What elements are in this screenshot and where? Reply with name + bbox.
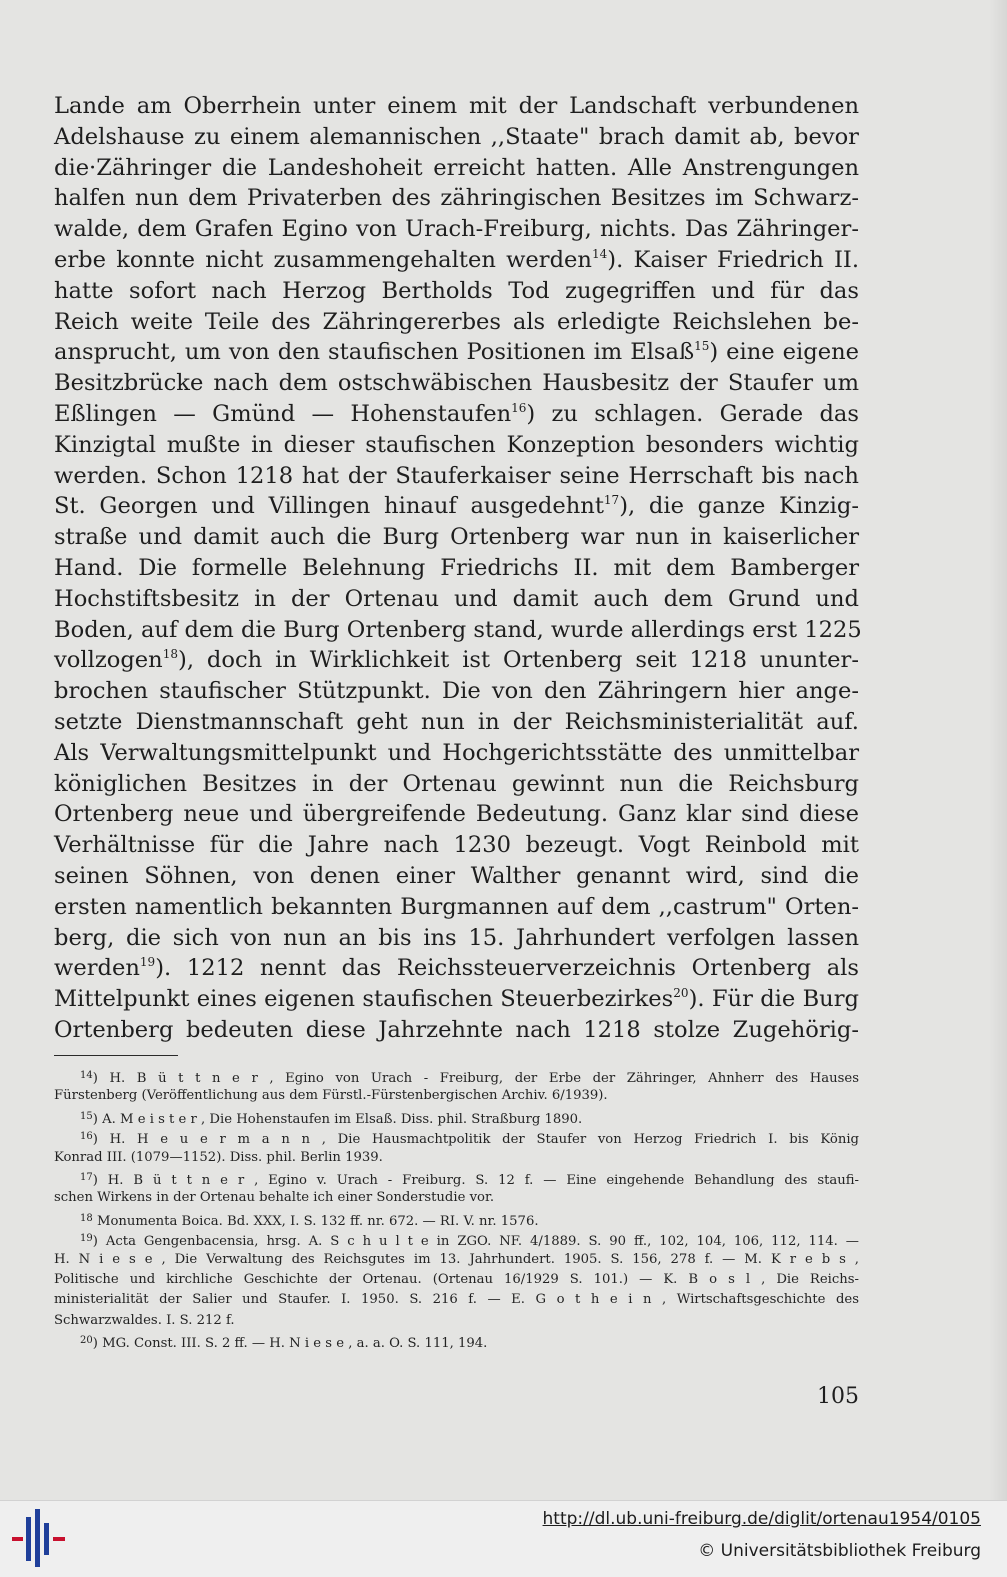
footnote-line: ministerialität der Salier und Staufer. I. 1950. S. 216 f. — E. G o t h e i n , Wirtschaftsgeschichte des — [54, 1292, 859, 1308]
footnote-line: H. N i e s e , Die Verwaltung des Reichsgutes im 13. Jahrhundert. 1905. S. 156, 278 f. — M. K r e b s , — [54, 1251, 859, 1267]
text-line: straße und damit auch die Burg Ortenberg war nun in kaiserlicher — [54, 524, 859, 551]
footnote-line: Konrad III. (1079—1152). Diss. phil. Berlin 1939. — [54, 1149, 383, 1165]
text-segment: ) zu schlagen. Gerade das — [526, 400, 859, 427]
text-line: Besitzbrücke nach dem ostschwäbischen Hausbesitz der Staufer um — [54, 370, 859, 397]
text-line: Kinzigtal mußte in dieser staufischen Konzeption besonders wichtig — [54, 431, 859, 458]
text-line: Hand. Die formelle Belehnung Friedrichs II. mit dem Bamberger — [54, 554, 859, 581]
footnote-text: H. H e u e r m a n n , Die Hausmachtpolitik der Staufer von Herzog Friedrich I. bis König — [109, 1132, 859, 1148]
text-line: Boden, auf dem die Burg Ortenberg stand, wurde allerdings erst 1225 — [54, 616, 862, 643]
footnote-ref: 14 — [591, 246, 608, 261]
text-line: setzte Dienstmannschaft geht nun in der Reichsministerialität auf. — [54, 708, 859, 735]
footnote-line: Fürstenberg (Veröffentlichung aus dem Fürstl.-Fürstenbergischen Archiv. 6/1939). — [54, 1088, 608, 1104]
footnote-number: 15 — [80, 1110, 93, 1122]
text-line: brochen staufischer Stützpunkt. Die von den Zähringern hier ange- — [54, 678, 859, 705]
text-segment: ). Für die Burg — [688, 986, 859, 1013]
text-segment: ), doch in Wirklichkeit ist Ortenberg seit 1218 ununter- — [178, 647, 859, 674]
text-segment: Mittelpunkt eines eigenen staufischen Steuerbezirkes — [54, 986, 674, 1013]
copyright-notice: © Universitätsbibliothek Freiburg — [698, 1541, 981, 1561]
footnote-number: 18 — [80, 1212, 93, 1224]
footnote-text: A. M e i s t e r , Die Hohenstaufen im Elsaß. Diss. phil. Straßburg 1890. — [102, 1111, 583, 1127]
footnote-mark: ) — [92, 1111, 98, 1127]
text-line: Ortenberg bedeuten diese Jahrzehnte nach 1218 stolze Zugehörig- — [54, 1016, 859, 1043]
footnotes — [54, 1066, 859, 1351]
library-logo-icon[interactable] — [12, 1507, 66, 1569]
text-segment: werden — [54, 955, 140, 982]
text-line: werden. Schon 1218 hat der Stauferkaiser seine Herrschaft bis nach — [54, 462, 859, 489]
footnote-mark: ) — [92, 1071, 98, 1086]
text-line: die·Zähringer die Landeshoheit erreicht hatten. Alle Anstrengungen — [54, 154, 859, 181]
text-line — [54, 953, 859, 984]
text-segment: ansprucht, um von den staufischen Positionen im Elsaß — [54, 339, 695, 366]
footnote-number: 20 — [80, 1335, 93, 1347]
footnote-number: 19 — [80, 1233, 93, 1245]
text-line: Hochstiftsbesitz in der Ortenau und damit auch dem Grund und — [54, 585, 859, 612]
footnote-ref: 17 — [603, 493, 620, 508]
footnote-divider — [54, 1055, 178, 1056]
footnote-line: Schwarzwaldes. I. S. 212 f. — [54, 1312, 235, 1328]
footnote-mark: ) — [92, 1234, 98, 1250]
text-line: halfen nun dem Privaterben des zähringischen Besitzes im Schwarz- — [54, 185, 859, 212]
text-segment: Eßlingen — Gmünd — Hohenstaufen — [54, 400, 512, 427]
footnote-text: MG. Const. III. S. 2 ff. — H. N i e s e , a. a. O. S. 111, 194. — [102, 1336, 488, 1352]
text-line — [54, 337, 859, 368]
text-line: Als Verwaltungsmittelpunkt und Hochgerichtsstätte des unmittelbar — [54, 739, 859, 766]
text-segment: ), die ganze Kinzig- — [619, 493, 859, 520]
footnote-text: H. B ü t t n e r , Egino v. Urach - Freiburg. S. 12 f. — Eine eingehende Behandlung des staufi- — [107, 1172, 859, 1188]
footnote-line — [54, 1168, 859, 1188]
footnote-mark: ) — [92, 1336, 98, 1352]
text-segment: vollzogen — [54, 647, 163, 674]
footnote-line: Politische und kirchliche Geschichte der Ortenau. (Ortenau 16/1929 S. 101.) — K. B o s l , Die Reichs- — [54, 1271, 859, 1287]
footnote-ref: 16 — [511, 400, 527, 415]
footnote-line — [54, 1331, 859, 1351]
footnote-text: H. B ü t t n e r , Egino von Urach - Freiburg, der Erbe der Zähringer, Ahnherr des Hauses — [109, 1071, 859, 1086]
footnote-line — [54, 1066, 859, 1086]
footnote-number: 16 — [80, 1131, 93, 1143]
footnote-number: 14 — [80, 1070, 93, 1081]
text-segment: ). 1212 nennt das Reichssteuerverzeichnis Ortenberg als — [155, 955, 859, 982]
footnote-ref: 18 — [162, 647, 178, 662]
footnote-text: Monumenta Boica. Bd. XXX, I. S. 132 ff. nr. 672. — RI. V. nr. 1576. — [96, 1213, 539, 1229]
footnote-mark: ) — [92, 1132, 98, 1148]
text-line: Verhältnisse für die Jahre nach 1230 bezeugt. Vogt Reinbold mit — [54, 832, 859, 859]
text-line: walde, dem Grafen Egino von Urach-Freiburg, nichts. Das Zähringer- — [54, 216, 859, 243]
text-line — [54, 645, 859, 676]
text-line — [54, 399, 859, 430]
footnote-ref: 15 — [694, 339, 710, 354]
text-segment: ) eine eigene — [709, 339, 859, 366]
document-url-link[interactable]: http://dl.ub.uni-freiburg.de/diglit/ortenau1954/0105 — [542, 1509, 981, 1529]
footnote-line — [54, 1209, 859, 1229]
text-line: Reich weite Teile des Zähringererbes als erledigte Reichslehen be- — [54, 308, 859, 335]
body-text — [54, 91, 862, 1046]
text-line: seinen Söhnen, von denen einer Walther genannt wird, sind die — [54, 862, 859, 889]
text-line — [54, 984, 859, 1015]
text-segment: erbe konnte nicht zusammengehalten werden — [54, 246, 592, 273]
text-line — [54, 245, 859, 276]
text-line: berg, die sich von nun an bis ins 15. Jahrhundert verfolgen lassen — [54, 924, 859, 951]
footnote-text: Acta Gengenbacensia, hrsg. A. S c h u l t e in ZGO. NF. 4/1889. S. 90 ff., 102, 104, 106, 112, 114. — — [105, 1234, 859, 1250]
text-segment: St. Georgen und Villingen hinauf ausgedehnt — [54, 493, 604, 520]
text-segment: ). Kaiser Friedrich II. — [607, 246, 859, 273]
text-line: Ortenberg neue und übergreifende Bedeutung. Ganz klar sind diese — [54, 801, 859, 828]
footnote-line: schen Wirkens in der Ortenau behalte ich einer Sonderstudie vor. — [54, 1190, 495, 1206]
footnote-ref: 19 — [139, 955, 156, 970]
footnote-mark: ) — [92, 1172, 98, 1188]
footnote-line — [54, 1107, 859, 1127]
viewer-footer — [0, 1500, 1007, 1577]
text-line: königlichen Besitzes in der Ortenau gewinnt nun die Reichsburg — [54, 770, 859, 797]
text-line: Adelshause zu einem alemannischen ,,Staate" brach damit ab, bevor — [54, 123, 859, 150]
text-line: ersten namentlich bekannten Burgmannen auf dem ,,castrum" Orten- — [54, 893, 859, 920]
text-line: hatte sofort nach Herzog Bertholds Tod zugegriffen und für das — [54, 277, 859, 304]
text-line — [54, 491, 859, 522]
page-number: 105 — [817, 1384, 859, 1409]
text-line: Lande am Oberrhein unter einem mit der Landschaft verbundenen — [54, 93, 859, 119]
footnote-line — [54, 1127, 859, 1147]
footnote-number: 17 — [80, 1171, 93, 1183]
footnote-line — [54, 1229, 859, 1249]
footnote-ref: 20 — [673, 986, 689, 1001]
